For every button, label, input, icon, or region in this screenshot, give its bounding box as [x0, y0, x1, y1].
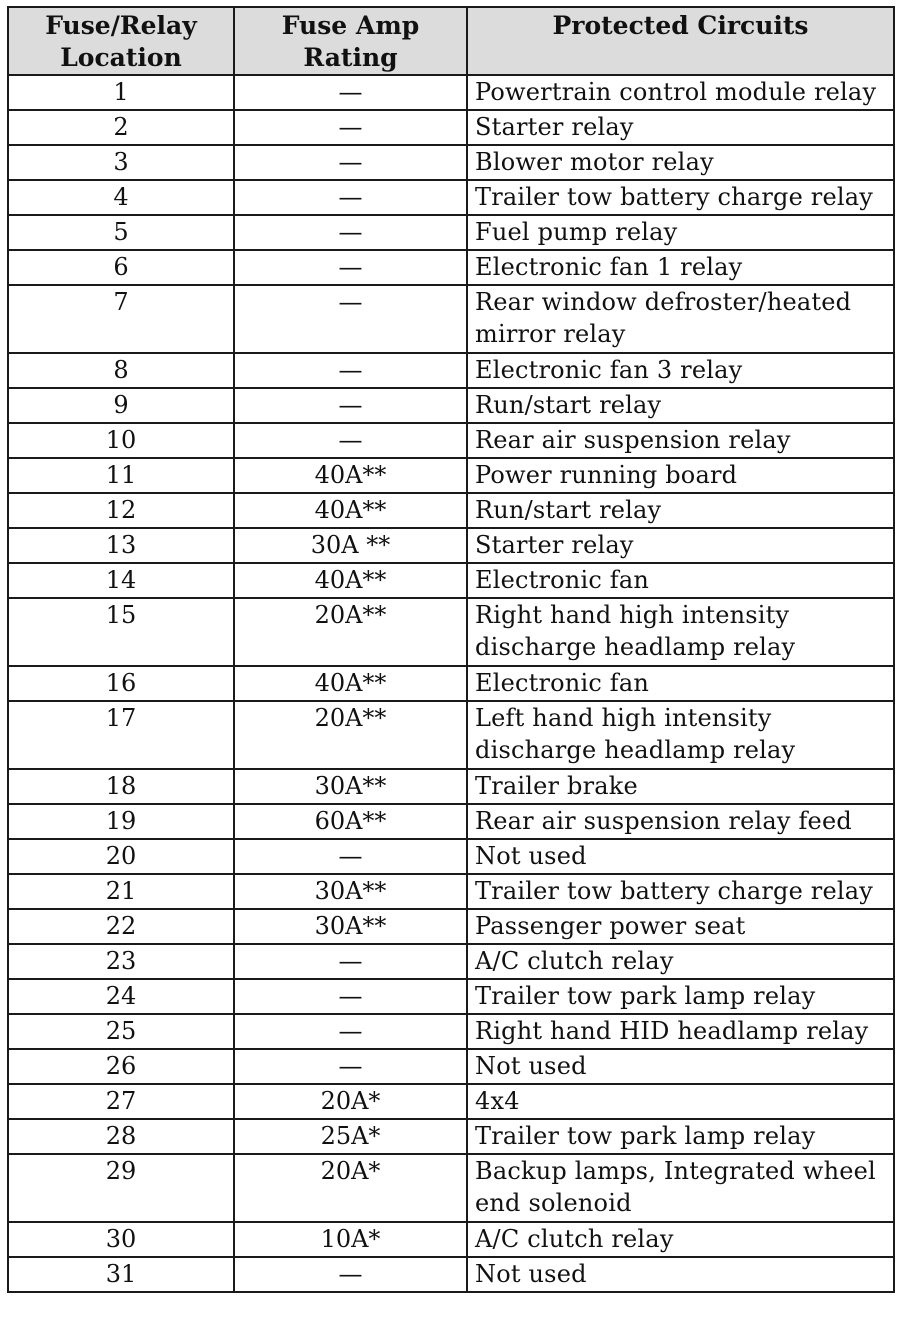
fuse-location-cell: 13: [8, 528, 234, 563]
amp-rating-cell: 40A**: [234, 666, 467, 701]
amp-rating-cell: 20A*: [234, 1154, 467, 1222]
fuse-location-cell: 2: [8, 110, 234, 145]
table-row: [8, 979, 894, 1014]
protected-circuit-cell: 4x4: [467, 1084, 894, 1119]
fuse-location-cell: 16: [8, 666, 234, 701]
table-row: [8, 804, 894, 839]
fuse-location-cell: 17: [8, 701, 234, 769]
amp-rating-cell: 60A**: [234, 804, 467, 839]
protected-circuit-cell: Starter relay: [467, 110, 894, 145]
table-row: [8, 839, 894, 874]
amp-rating-cell: —: [234, 110, 467, 145]
amp-rating-cell: 20A*: [234, 1084, 467, 1119]
table-row: [8, 423, 894, 458]
protected-circuit-cell: Electronic fan 3 relay: [467, 353, 894, 388]
protected-circuit-cell: Trailer tow battery charge relay: [467, 874, 894, 909]
protected-circuit-cell: A/C clutch relay: [467, 944, 894, 979]
fuse-relay-table: [7, 6, 895, 1293]
amp-rating-cell: —: [234, 979, 467, 1014]
table-row: [8, 563, 894, 598]
table-row: [8, 944, 894, 979]
fuse-location-cell: 6: [8, 250, 234, 285]
protected-circuit-cell: Trailer tow park lamp relay: [467, 979, 894, 1014]
table-row: [8, 145, 894, 180]
table-row: [8, 1049, 894, 1084]
fuse-location-cell: 23: [8, 944, 234, 979]
table-row: [8, 353, 894, 388]
amp-rating-cell: —: [234, 353, 467, 388]
protected-circuit-cell: Not used: [467, 1257, 894, 1292]
amp-rating-cell: —: [234, 1014, 467, 1049]
table-row: [8, 215, 894, 250]
table-body: [8, 75, 894, 1292]
amp-rating-cell: —: [234, 944, 467, 979]
header-location: Fuse/Relay Location: [8, 7, 234, 75]
amp-rating-cell: 20A**: [234, 701, 467, 769]
fuse-location-cell: 26: [8, 1049, 234, 1084]
table-row: [8, 1119, 894, 1154]
table-row: [8, 180, 894, 215]
protected-circuit-cell: Rear window defroster/heated mirror relay: [467, 285, 894, 353]
protected-circuit-cell: Left hand high intensity discharge headlamp relay: [467, 701, 894, 769]
table-row: [8, 769, 894, 804]
amp-rating-cell: —: [234, 250, 467, 285]
protected-circuit-cell: Blower motor relay: [467, 145, 894, 180]
fuse-location-cell: 12: [8, 493, 234, 528]
table-row: [8, 1014, 894, 1049]
table-header-row: [8, 7, 894, 75]
amp-rating-cell: 25A*: [234, 1119, 467, 1154]
fuse-location-cell: 1: [8, 75, 234, 110]
amp-rating-cell: —: [234, 145, 467, 180]
protected-circuit-cell: Power running board: [467, 458, 894, 493]
amp-rating-cell: —: [234, 285, 467, 353]
fuse-location-cell: 31: [8, 1257, 234, 1292]
fuse-location-cell: 5: [8, 215, 234, 250]
protected-circuit-cell: Backup lamps, Integrated wheel end solenoid: [467, 1154, 894, 1222]
amp-rating-cell: —: [234, 215, 467, 250]
fuse-location-cell: 29: [8, 1154, 234, 1222]
table-row: [8, 666, 894, 701]
protected-circuit-cell: Passenger power seat: [467, 909, 894, 944]
amp-rating-cell: 30A**: [234, 769, 467, 804]
amp-rating-cell: 40A**: [234, 493, 467, 528]
table-row: [8, 1222, 894, 1257]
protected-circuit-cell: Trailer brake: [467, 769, 894, 804]
protected-circuit-cell: Trailer tow park lamp relay: [467, 1119, 894, 1154]
table-row: [8, 493, 894, 528]
amp-rating-cell: 10A*: [234, 1222, 467, 1257]
table-row: [8, 250, 894, 285]
fuse-location-cell: 22: [8, 909, 234, 944]
protected-circuit-cell: Fuel pump relay: [467, 215, 894, 250]
fuse-location-cell: 30: [8, 1222, 234, 1257]
protected-circuit-cell: Electronic fan: [467, 666, 894, 701]
fuse-location-cell: 24: [8, 979, 234, 1014]
protected-circuit-cell: Starter relay: [467, 528, 894, 563]
protected-circuit-cell: Powertrain control module relay: [467, 75, 894, 110]
protected-circuit-cell: A/C clutch relay: [467, 1222, 894, 1257]
fuse-location-cell: 15: [8, 598, 234, 666]
fuse-location-cell: 4: [8, 180, 234, 215]
protected-circuit-cell: Electronic fan 1 relay: [467, 250, 894, 285]
table-row: [8, 1084, 894, 1119]
amp-rating-cell: 40A**: [234, 458, 467, 493]
protected-circuit-cell: Run/start relay: [467, 493, 894, 528]
amp-rating-cell: —: [234, 423, 467, 458]
table-row: [8, 874, 894, 909]
protected-circuit-cell: Rear air suspension relay feed: [467, 804, 894, 839]
header-amp-rating: Fuse Amp Rating: [234, 7, 467, 75]
amp-rating-cell: —: [234, 75, 467, 110]
fuse-location-cell: 19: [8, 804, 234, 839]
table-row: [8, 75, 894, 110]
amp-rating-cell: 20A**: [234, 598, 467, 666]
fuse-location-cell: 20: [8, 839, 234, 874]
table-row: [8, 388, 894, 423]
protected-circuit-cell: Right hand HID headlamp relay: [467, 1014, 894, 1049]
fuse-location-cell: 3: [8, 145, 234, 180]
fuse-location-cell: 21: [8, 874, 234, 909]
amp-rating-cell: 30A**: [234, 874, 467, 909]
amp-rating-cell: —: [234, 1049, 467, 1084]
protected-circuit-cell: Rear air suspension relay: [467, 423, 894, 458]
protected-circuit-cell: Electronic fan: [467, 563, 894, 598]
amp-rating-cell: —: [234, 839, 467, 874]
table-row: [8, 458, 894, 493]
fuse-location-cell: 14: [8, 563, 234, 598]
table-row: [8, 701, 894, 769]
fuse-location-cell: 25: [8, 1014, 234, 1049]
protected-circuit-cell: Not used: [467, 839, 894, 874]
table-row: [8, 909, 894, 944]
table-row: [8, 285, 894, 353]
table-row: [8, 110, 894, 145]
fuse-location-cell: 27: [8, 1084, 234, 1119]
table-row: [8, 1257, 894, 1292]
fuse-location-cell: 10: [8, 423, 234, 458]
table-row: [8, 528, 894, 563]
fuse-location-cell: 11: [8, 458, 234, 493]
amp-rating-cell: —: [234, 1257, 467, 1292]
protected-circuit-cell: Run/start relay: [467, 388, 894, 423]
amp-rating-cell: 30A **: [234, 528, 467, 563]
header-protected-circuits: Protected Circuits: [467, 7, 894, 75]
amp-rating-cell: —: [234, 388, 467, 423]
fuse-location-cell: 28: [8, 1119, 234, 1154]
table-row: [8, 1154, 894, 1222]
amp-rating-cell: 40A**: [234, 563, 467, 598]
fuse-location-cell: 8: [8, 353, 234, 388]
protected-circuit-cell: Trailer tow battery charge relay: [467, 180, 894, 215]
amp-rating-cell: 30A**: [234, 909, 467, 944]
fuse-location-cell: 18: [8, 769, 234, 804]
fuse-location-cell: 9: [8, 388, 234, 423]
fuse-location-cell: 7: [8, 285, 234, 353]
table-row: [8, 598, 894, 666]
protected-circuit-cell: Not used: [467, 1049, 894, 1084]
protected-circuit-cell: Right hand high intensity discharge headlamp relay: [467, 598, 894, 666]
amp-rating-cell: —: [234, 180, 467, 215]
